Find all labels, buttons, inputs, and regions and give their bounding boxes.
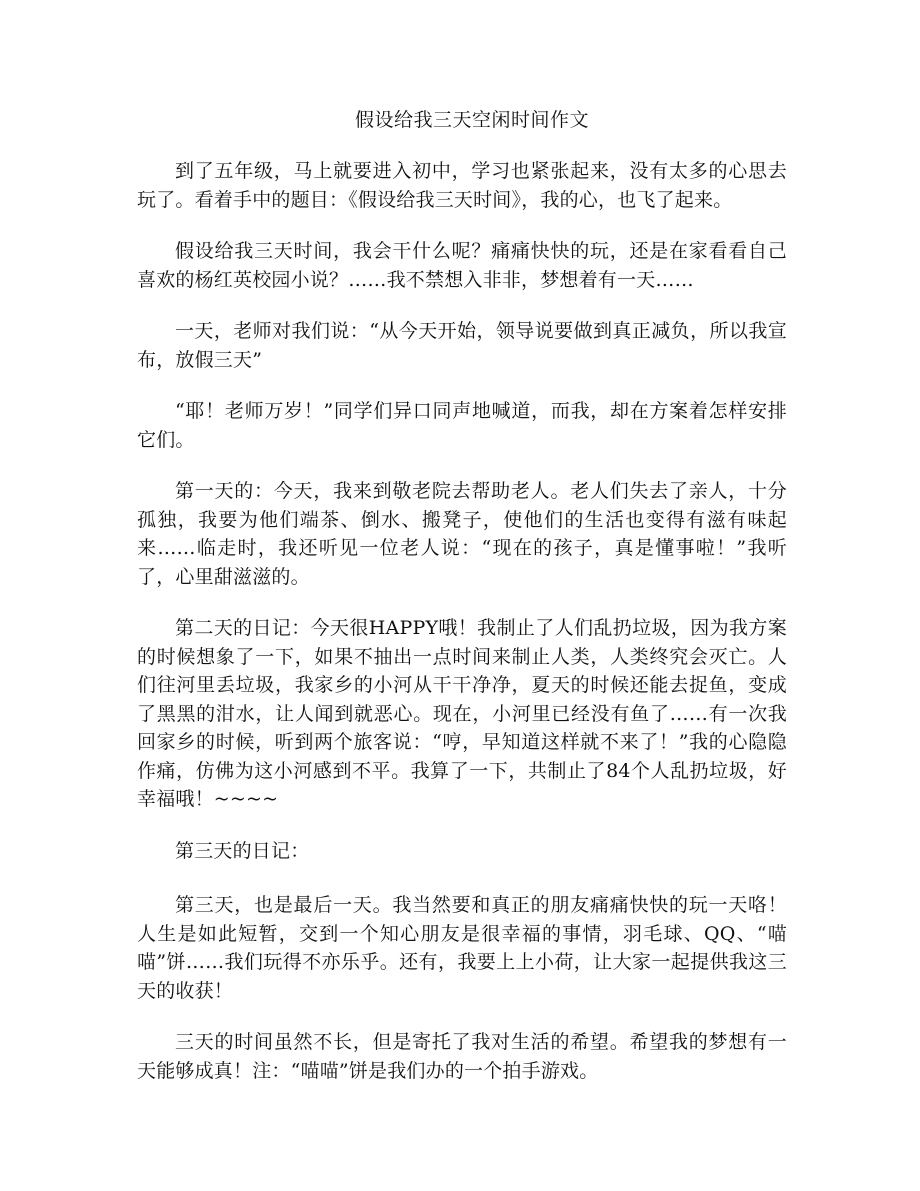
- document-title: 假设给我三天空闲时间作文: [354, 109, 589, 131]
- paragraph-8: 第三天，也是最后一天。我当然要和真正的朋友痛痛快快的玩一天咯！人生是如此短暂，交到一个知心朋友是很幸福的事情，羽毛球、QQ、“喵喵”饼……我们玩得不亦乐乎。还有，我要上上小荷，让大家一起提供我这三天的收获！: [137, 894, 787, 1002]
- paragraph-3: 一天，老师对我们说：“从今天开始，领导说要做到真正减负，所以我宣布，放假三天”: [137, 320, 787, 371]
- paragraph-5: 第一天的：今天，我来到敬老院去帮助老人。老人们失去了亲人，十分孤独，我要为他们端茶、倒水、搬凳子，使他们的生活也变得有滋有味起来……临走时，我还听见一位老人说：“现在的孩子，真是懂事啦！”我听了，心里甜滋滋的。: [137, 480, 787, 588]
- paragraph-4: “耶！老师万岁！”同学们异口同声地喊道，而我，却在方案着怎样安排它们。: [137, 400, 787, 451]
- paragraph-6: 第二天的日记：今天很HAPPY哦！我制止了人们乱扔垃圾，因为我方案的时候想象了一下，如果不抽出一点时间来制止人类，人类终究会灭亡。人们往河里丢垃圾，我家乡的小河从干干净净，夏天的时候还能去捉鱼，变成了黑黑的泔水，让人闻到就恶心。现在，小河里已经没有鱼了……有一次我回家乡的时候，听到两个旅客说：“哼，早知道这样就不来了！”我的心隐隐作痛，仿佛为这小河感到不平。我算了一下，共制止了84个人乱扔垃圾，好幸福哦！~~~~: [137, 617, 787, 810]
- paragraph-9: 三天的时间虽然不长，但是寄托了我对生活的希望。希望我的梦想有一天能够成真！注：“喵喵”饼是我们办的一个拍手游戏。: [137, 1031, 787, 1082]
- paragraph-1: 到了五年级，马上就要进入初中，学习也紧张起来，没有太多的心思去玩了。看着手中的题目：《假设给我三天时间》，我的心，也飞了起来。: [137, 160, 787, 211]
- paragraph-7: 第三天的日记：: [175, 839, 310, 862]
- document-page: [137, 103, 787, 1108]
- paragraph-2: 假设给我三天时间，我会干什么呢？痛痛快快的玩，还是在家看看自己喜欢的杨红英校园小说？……我不禁想入非非，梦想着有一天……: [137, 240, 787, 291]
